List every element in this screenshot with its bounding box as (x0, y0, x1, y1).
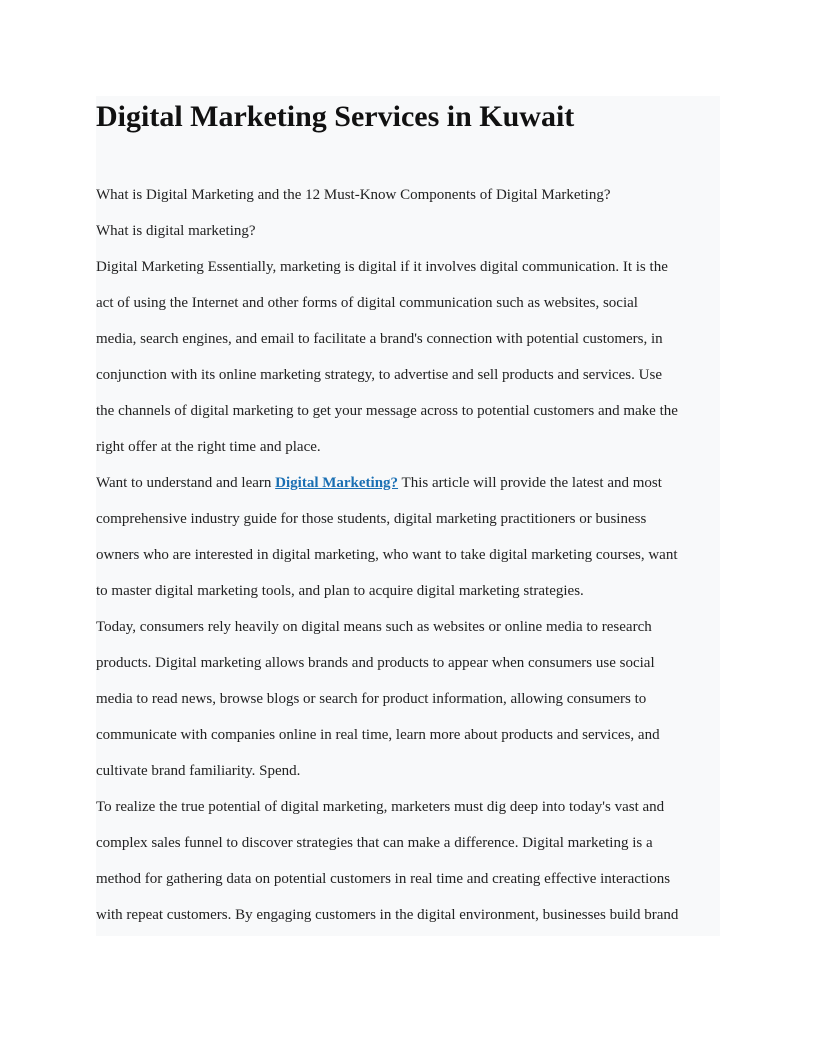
text-line: cultivate brand familiarity. Spend. (96, 763, 301, 779)
text-line: communicate with companies online in real time, learn more about products and services, and (96, 727, 660, 743)
text-line: To realize the true potential of digital marketing, marketers must dig deep into today's vast and (96, 799, 665, 815)
text-line: media, search engines, and email to facilitate a brand's connection with potential customers, in (96, 331, 663, 347)
text-line: the channels of digital marketing to get your message across to potential customers and make the (96, 403, 678, 419)
text-line: to master digital marketing tools, and plan to acquire digital marketing strategies. (96, 583, 584, 599)
text-line: conjunction with its online marketing strategy, to advertise and sell products and services. Use (96, 367, 662, 383)
digital-marketing-link[interactable]: Digital Marketing? (275, 475, 399, 491)
text-line: complex sales funnel to discover strategies that can make a difference. Digital marketing is a (96, 835, 653, 851)
text-line: What is digital marketing? (96, 223, 256, 239)
link-prefix: Want to understand and learn (96, 475, 276, 491)
text-line: act of using the Internet and other forms of digital communication such as websites, social (96, 295, 638, 311)
text-line: method for gathering data on potential customers in real time and creating effective interactions (96, 871, 671, 887)
link-suffix: This article will provide the latest and most (398, 475, 662, 491)
text-line: products. Digital marketing allows brands and products to appear when consumers use social (96, 655, 655, 671)
text-line-with-link (96, 468, 720, 504)
text-line: right offer at the right time and place. (96, 439, 321, 455)
text-line: with repeat customers. By engaging customers in the digital environment, businesses build brand (96, 907, 679, 923)
page-title: Digital Marketing Services in Kuwait (96, 100, 575, 133)
text-line: Digital Marketing Essentially, marketing is digital if it involves digital communication. It is the (96, 259, 668, 275)
text-line: What is Digital Marketing and the 12 Must-Know Components of Digital Marketing? (96, 187, 611, 203)
article-body (96, 180, 720, 936)
text-line: Today, consumers rely heavily on digital means such as websites or online media to research (96, 619, 652, 635)
text-line: comprehensive industry guide for those students, digital marketing practitioners or business (96, 511, 647, 527)
text-line: owners who are interested in digital marketing, who want to take digital marketing courses, want (96, 547, 678, 563)
text-line: media to read news, browse blogs or search for product information, allowing consumers to (96, 691, 647, 707)
